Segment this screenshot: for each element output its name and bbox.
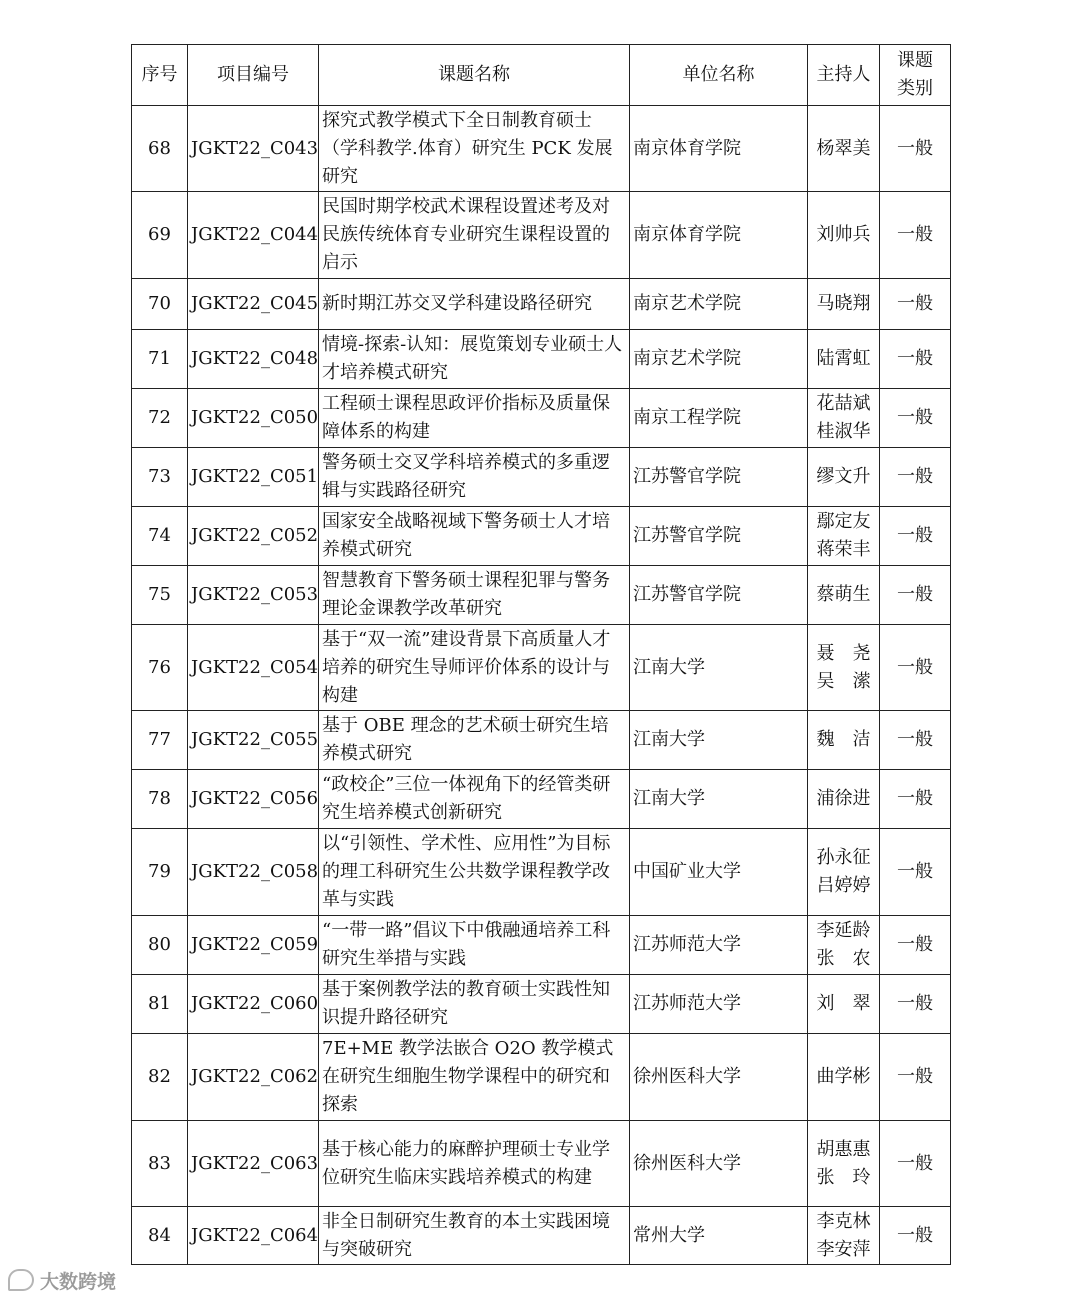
host-name: 张 玲 [816,1166,871,1188]
row-number: 75 [132,566,188,625]
unit-name: 徐州医科大学 [630,1034,808,1121]
header-unit: 单位名称 [630,45,808,106]
topic-type: 一般 [880,566,951,625]
table-row [132,448,951,507]
host-name: 李克林 [816,1210,871,1232]
row-number: 84 [132,1207,188,1265]
unit-name: 南京体育学院 [630,106,808,192]
table-header-row [132,45,951,106]
unit-name: 南京体育学院 [630,192,808,279]
host-name: 曲学彬 [816,1066,871,1087]
project-code: JGKT22_C044 [188,192,319,279]
table-row [132,625,951,711]
table-row [132,279,951,330]
row-number: 77 [132,711,188,770]
topic-type: 一般 [880,389,951,448]
project-code: JGKT22_C055 [188,711,319,770]
project-code: JGKT22_C045 [188,279,319,330]
host-cell [808,916,880,975]
topic-name: 情境-探索-认知：展览策划专业硕士人才培养模式研究 [319,330,630,389]
table-row [132,330,951,389]
host-cell [808,1034,880,1121]
host-cell [808,1121,880,1207]
header-type: 课题 类别 [880,45,951,106]
topic-type: 一般 [880,711,951,770]
topic-type: 一般 [880,829,951,916]
host-name: 吴 潆 [816,670,871,692]
host-name: 刘帅兵 [816,224,871,245]
topic-name: 新时期江苏交叉学科建设路径研究 [319,279,630,330]
host-name: 陆霄虹 [816,348,871,369]
row-number: 78 [132,770,188,829]
project-code: JGKT22_C060 [188,975,319,1034]
topic-name: “政校企”三位一体视角下的经管类研究生培养模式创新研究 [319,770,630,829]
watermark [8,1266,116,1294]
watermark-text: 大数跨境 [40,1270,117,1293]
topic-name: 工程硕士课程思政评价指标及质量保障体系的构建 [319,389,630,448]
host-cell [808,770,880,829]
host-cell [808,507,880,566]
row-number: 82 [132,1034,188,1121]
host-cell [808,711,880,770]
unit-name: 江苏师范大学 [630,975,808,1034]
topic-name: 民国时期学校武术课程设置述考及对民族传统体育专业研究生课程设置的启示 [319,192,630,279]
host-cell [808,975,880,1034]
project-table [131,44,951,1265]
header-code: 项目编号 [188,45,319,106]
unit-name: 江南大学 [630,625,808,711]
host-cell [808,330,880,389]
topic-name: 基于核心能力的麻醉护理硕士专业学位研究生临床实践培养模式的构建 [319,1121,630,1207]
host-name: 李安萍 [816,1238,871,1260]
project-code: JGKT22_C056 [188,770,319,829]
project-code: JGKT22_C043 [188,106,319,192]
unit-name: 江苏警官学院 [630,507,808,566]
unit-name: 南京工程学院 [630,389,808,448]
topic-name: 探究式教学模式下全日制教育硕士（学科教学.体育）研究生 PCK 发展研究 [319,106,630,192]
topic-name: 7E+ME 教学法嵌合 O2O 教学模式在研究生细胞生物学课程中的研究和探索 [319,1034,630,1121]
project-code: JGKT22_C048 [188,330,319,389]
topic-type: 一般 [880,770,951,829]
row-number: 68 [132,106,188,192]
topic-type: 一般 [880,106,951,192]
table-row [132,1207,951,1265]
speech-bubble-logo-icon [8,1269,34,1291]
host-cell [808,566,880,625]
topic-type: 一般 [880,625,951,711]
project-code: JGKT22_C050 [188,389,319,448]
unit-name: 常州大学 [630,1207,808,1265]
host-cell [808,192,880,279]
host-name: 聂 尧 [816,642,871,664]
row-number: 76 [132,625,188,711]
unit-name: 中国矿业大学 [630,829,808,916]
table-row [132,1121,951,1207]
topic-name: 警务硕士交叉学科培养模式的多重逻辑与实践路径研究 [319,448,630,507]
host-name: 李延龄 [816,920,871,941]
host-name: 杨翠美 [816,137,871,159]
unit-name: 南京艺术学院 [630,279,808,330]
table-row [132,566,951,625]
host-name: 缪文升 [816,466,871,487]
topic-name: 智慧教育下警务硕士课程犯罪与警务理论金课教学改革研究 [319,566,630,625]
table-body [132,106,951,1265]
table-row [132,975,951,1034]
host-name: 浦徐进 [816,788,871,809]
host-name: 马晓翔 [816,293,871,314]
topic-type: 一般 [880,916,951,975]
host-name: 桂淑华 [816,421,871,442]
host-cell [808,389,880,448]
row-number: 81 [132,975,188,1034]
host-cell [808,448,880,507]
unit-name: 江南大学 [630,711,808,770]
project-code: JGKT22_C053 [188,566,319,625]
project-code: JGKT22_C059 [188,916,319,975]
topic-type: 一般 [880,507,951,566]
topic-type: 一般 [880,279,951,330]
topic-type: 一般 [880,192,951,279]
project-code: JGKT22_C052 [188,507,319,566]
host-name: 刘 翠 [816,993,871,1014]
row-number: 74 [132,507,188,566]
table-row [132,507,951,566]
host-cell [808,279,880,330]
table-row [132,389,951,448]
unit-name: 江南大学 [630,770,808,829]
table-row [132,1034,951,1121]
host-name: 鄢定友 [816,511,871,532]
topic-name: 基于案例教学法的教育硕士实践性知识提升路径研究 [319,975,630,1034]
topic-name: 国家安全战略视域下警务硕士人才培养模式研究 [319,507,630,566]
unit-name: 江苏警官学院 [630,448,808,507]
table-row [132,711,951,770]
project-code: JGKT22_C064 [188,1207,319,1265]
host-name: 吕婷婷 [816,875,871,896]
topic-name: 以“引领性、学术性、应用性”为目标的理工科研究生公共数学课程教学改革与实践 [319,829,630,916]
unit-name: 江苏警官学院 [630,566,808,625]
row-number: 83 [132,1121,188,1207]
header-topic: 课题名称 [319,45,630,106]
topic-type: 一般 [880,1207,951,1265]
unit-name: 徐州医科大学 [630,1121,808,1207]
row-number: 73 [132,448,188,507]
header-host: 主持人 [808,45,880,106]
table-row [132,770,951,829]
host-cell [808,625,880,711]
host-name: 胡惠惠 [816,1138,871,1160]
project-code: JGKT22_C051 [188,448,319,507]
header-no: 序号 [132,45,188,106]
project-code: JGKT22_C062 [188,1034,319,1121]
row-number: 72 [132,389,188,448]
host-name: 张 农 [816,948,871,969]
host-name: 蔡萌生 [816,584,871,605]
host-cell [808,1207,880,1265]
project-code: JGKT22_C058 [188,829,319,916]
topic-name: 基于“双一流”建设背景下高质量人才培养的研究生导师评价体系的设计与构建 [319,625,630,711]
host-name: 魏 洁 [816,729,871,750]
topic-name: 基于 OBE 理念的艺术硕士研究生培养模式研究 [319,711,630,770]
project-code: JGKT22_C054 [188,625,319,711]
topic-name: “一带一路”倡议下中俄融通培养工科研究生举措与实践 [319,916,630,975]
table-row [132,106,951,192]
host-cell [808,106,880,192]
table-row [132,829,951,916]
row-number: 71 [132,330,188,389]
unit-name: 江苏师范大学 [630,916,808,975]
table-row [132,192,951,279]
topic-type: 一般 [880,448,951,507]
host-name: 花喆斌 [816,393,871,414]
row-number: 79 [132,829,188,916]
host-name: 蒋荣丰 [816,539,871,560]
topic-type: 一般 [880,1121,951,1207]
topic-name: 非全日制研究生教育的本土实践困境与突破研究 [319,1207,630,1265]
topic-type: 一般 [880,330,951,389]
unit-name: 南京艺术学院 [630,330,808,389]
row-number: 80 [132,916,188,975]
project-code: JGKT22_C063 [188,1121,319,1207]
table-row [132,916,951,975]
row-number: 70 [132,279,188,330]
host-name: 孙永征 [816,847,871,868]
row-number: 69 [132,192,188,279]
topic-type: 一般 [880,1034,951,1121]
topic-type: 一般 [880,975,951,1034]
host-cell [808,829,880,916]
